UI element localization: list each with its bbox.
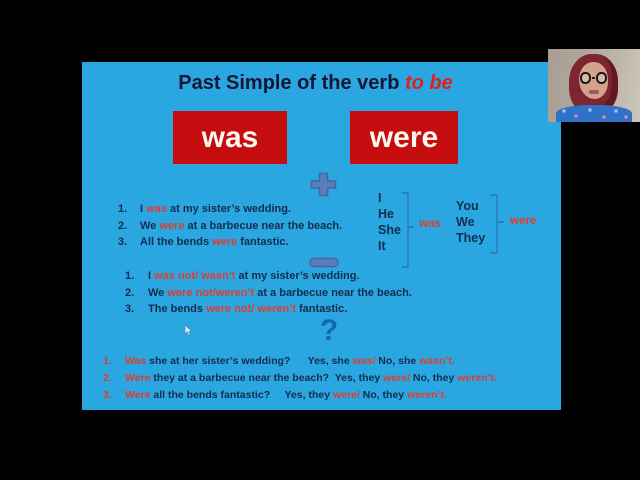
sentence-row [103, 387, 497, 404]
slide-title-accent: to be [404, 72, 453, 94]
pronoun-label: He [378, 207, 394, 221]
negative-sentences-list [125, 268, 412, 318]
affirmative-sentences-list [118, 201, 342, 251]
singular-bracket-icon [398, 192, 418, 273]
slide-title-main: Past Simple of the verb [178, 72, 400, 94]
pronoun-label: You [456, 199, 479, 213]
sentence-number: 3. [118, 236, 128, 248]
sentence-row [125, 285, 412, 302]
question-sentences-list [103, 353, 497, 404]
slide-title [82, 72, 561, 95]
sentence-text: I was at my sister’s wedding. [140, 203, 292, 215]
sentence-row [118, 218, 342, 235]
sentence-number: 2. [125, 286, 135, 299]
sentence-row [118, 201, 342, 218]
sentence-text: All the bends were fantastic. [140, 236, 289, 248]
sentence-number: 2. [103, 372, 112, 384]
presenter-webcam-overlay [548, 49, 640, 122]
sentence-text: I was not/ wasn’t at my sister’s wedding. [148, 270, 360, 282]
pronoun-label: I [378, 191, 382, 205]
sentence-row [103, 370, 497, 387]
sentence-row [103, 353, 497, 370]
plural-verb: were [510, 215, 537, 227]
glasses-icon [580, 73, 607, 83]
sentence-number: 1. [103, 355, 112, 367]
sentence-row [118, 234, 342, 251]
pronoun-label: It [378, 239, 386, 253]
glasses-right-lens [596, 72, 607, 84]
presenter-face [579, 62, 608, 99]
pronoun-label: They [456, 231, 486, 245]
sentence-number: 1. [118, 203, 128, 215]
pronoun-label: She [378, 223, 401, 237]
plus-icon [310, 172, 337, 202]
sentence-text: Were they at a barbecue near the beach? Yes, they were/ No, they weren’t. [125, 372, 497, 384]
presenter-shirt [556, 105, 632, 122]
lesson-slide [82, 62, 561, 410]
were-box [350, 111, 458, 164]
mouse-cursor-icon [184, 324, 193, 342]
plural-bracket-icon [486, 194, 508, 259]
presenter-mouth [589, 90, 599, 94]
sentence-text: We were at a barbecue near the beach. [140, 219, 343, 232]
were-label: were [369, 120, 439, 154]
question-mark-symbol: ? [319, 314, 339, 347]
was-box [173, 111, 287, 164]
sentence-text: Were all the bends fantastic? Yes, they were/ No, they weren’t. [125, 389, 447, 401]
sentence-text: We were not/weren’t at a barbecue near the beach. [148, 286, 412, 299]
sentence-number: 3. [103, 389, 112, 401]
plural-pronouns [456, 198, 485, 246]
singular-verb: was [419, 218, 441, 230]
glasses-bridge [592, 77, 594, 79]
sentence-number: 2. [118, 219, 128, 232]
glasses-left-lens [580, 72, 591, 84]
sentence-row [125, 301, 412, 318]
sentence-text: The bends were not/ weren’t fantastic. [148, 303, 348, 315]
sentence-number: 1. [125, 270, 135, 282]
sentence-number: 3. [125, 303, 135, 315]
sentence-text: Was she at her sister’s wedding? Yes, she was/ No, she wasn’t. [125, 355, 455, 367]
sentence-row [125, 268, 412, 285]
was-label: was [201, 120, 259, 154]
pronoun-label: We [456, 215, 475, 229]
